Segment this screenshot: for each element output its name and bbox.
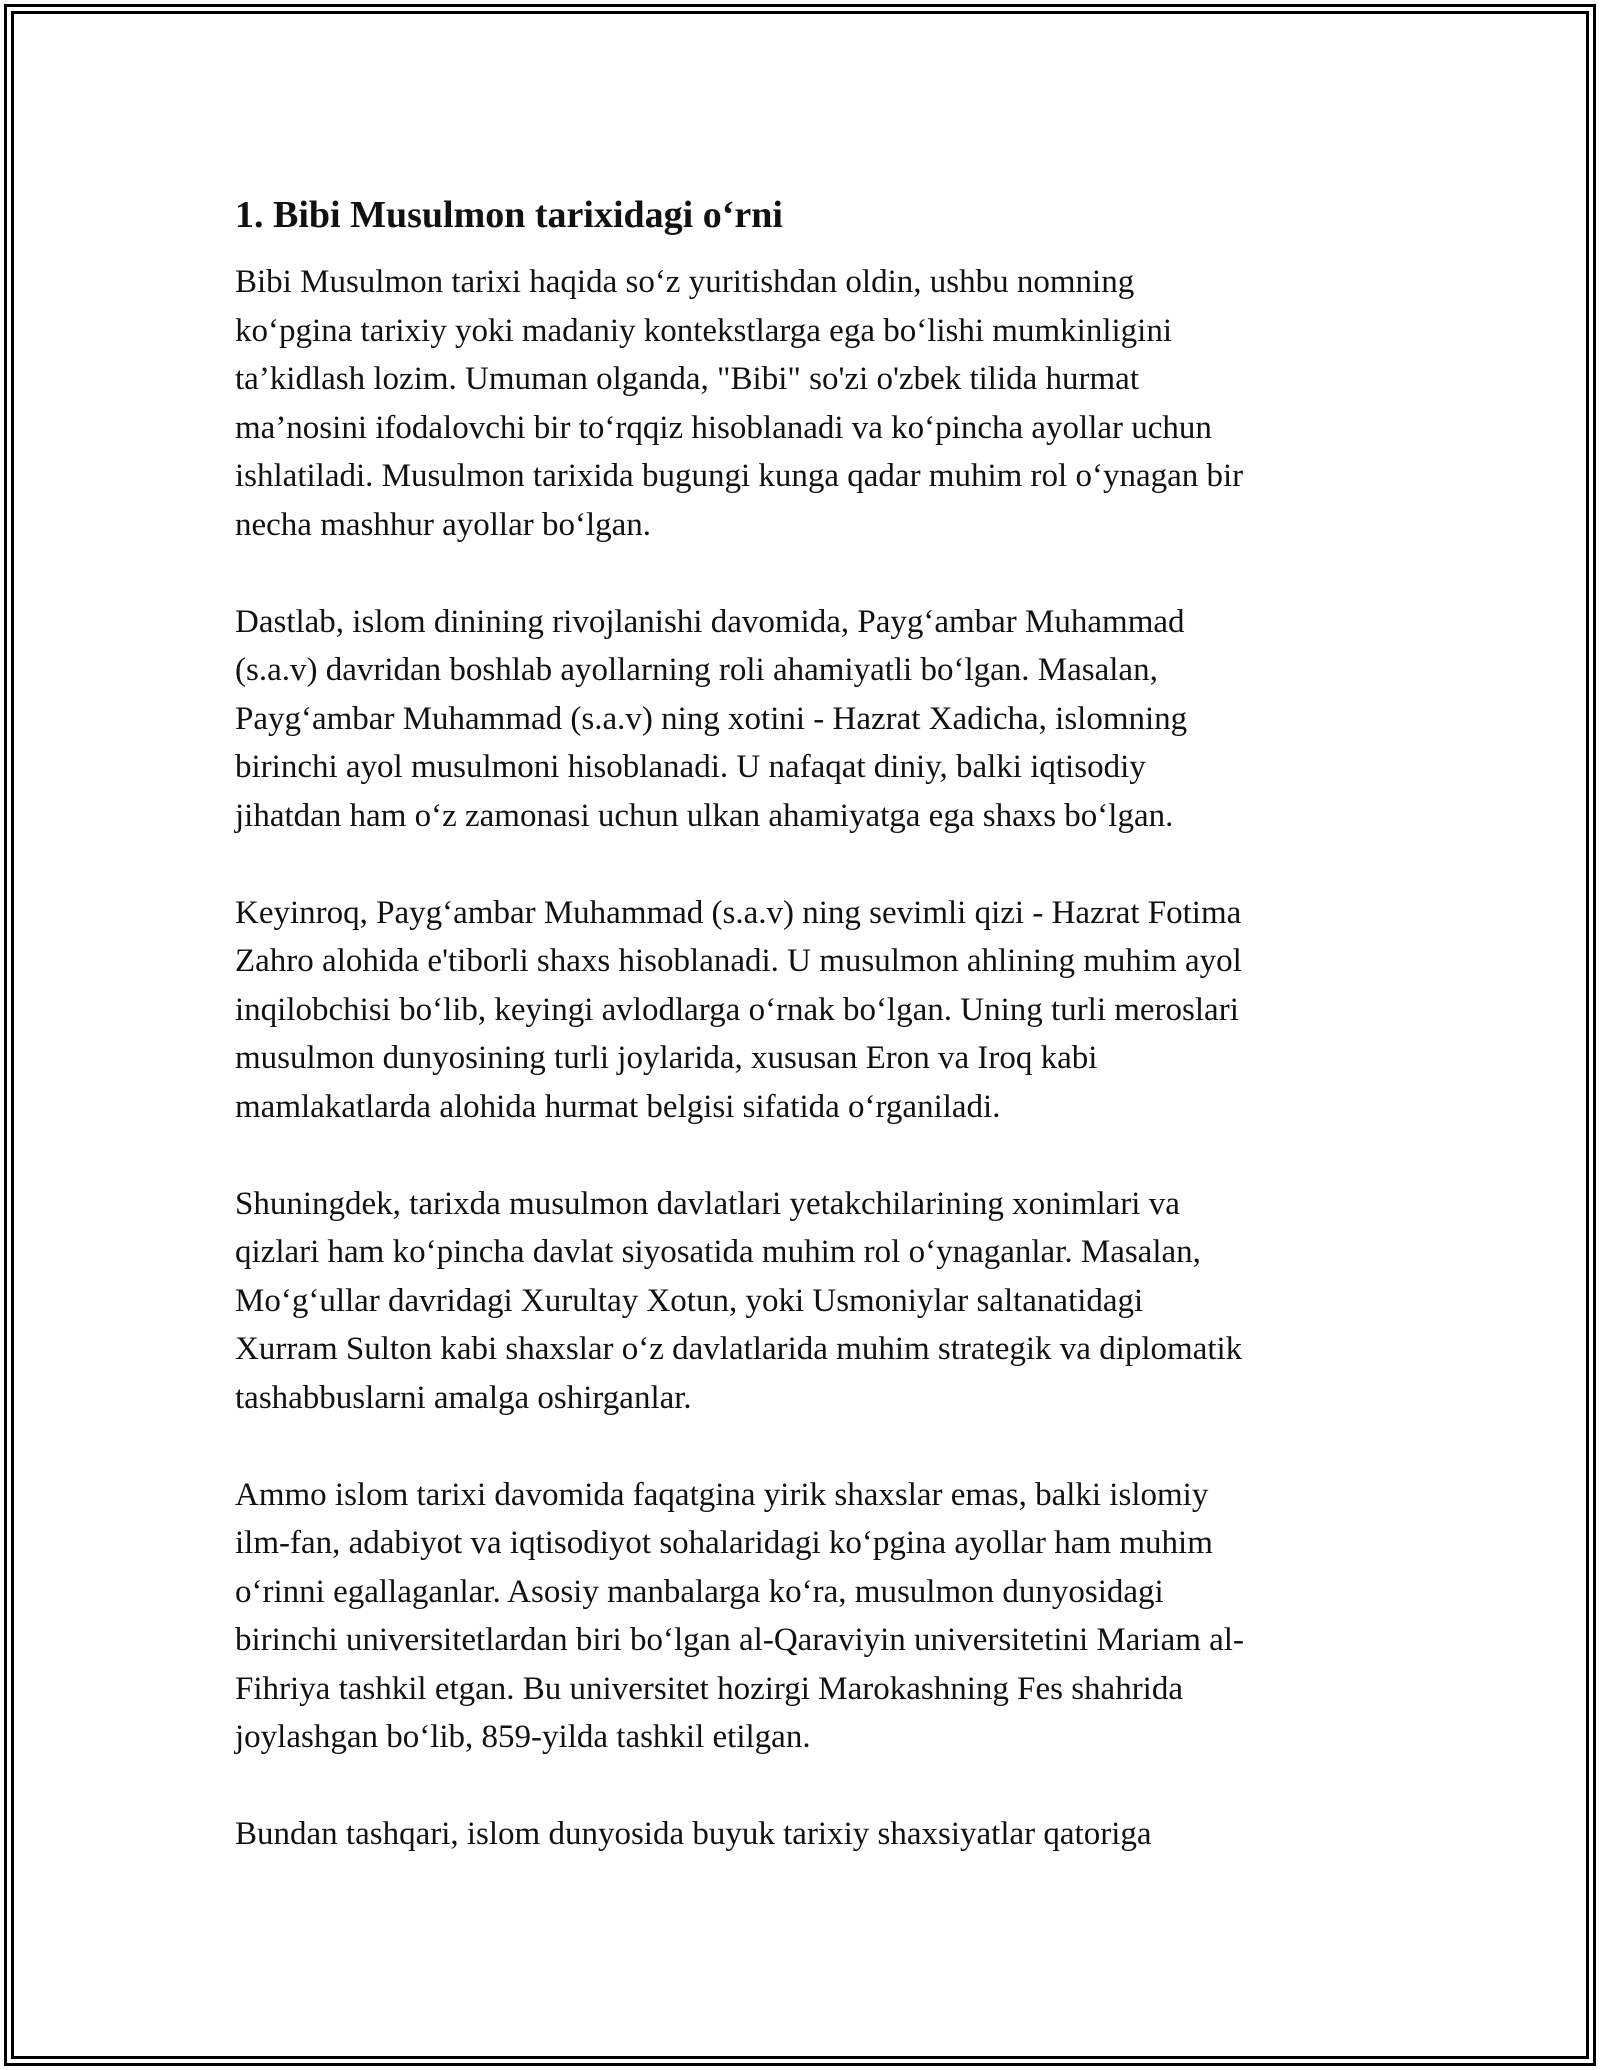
paragraph-5: [235, 1471, 1375, 1762]
paragraph-line: ko‘pgina tarixiy yoki madaniy kontekstlarga ega bo‘lishi mumkinligini: [235, 312, 1172, 349]
paragraph-line: musulmon dunyosining turli joylarida, xususan Eron va Iroq kabi: [235, 1040, 1098, 1076]
paragraph-line: joylashgan bo‘lib, 859-yilda tashkil etilgan.: [235, 1719, 811, 1755]
paragraph-3: [235, 889, 1375, 1132]
document-body: [235, 180, 1375, 1907]
paragraph-line: birinchi ayol musulmoni hisoblanadi. U nafaqat diniy, balki iqtisodiy: [235, 749, 1146, 785]
paragraph-line: Dastlab, islom dinining rivojlanishi davomida, Payg‘ambar Muhammad: [235, 603, 1185, 640]
paragraph-line: ishlatiladi. Musulmon tarixida bugungi kunga qadar muhim rol o‘ynagan bir: [235, 458, 1244, 494]
paragraph-line: ma’nosini ifodalovchi bir to‘rqqiz hisoblanadi va ko‘pincha ayollar uchun: [235, 409, 1212, 446]
paragraph-line: ta’kidlash lozim. Umuman olganda, "Bibi" so'zi o'zbek tilida hurmat: [235, 361, 1139, 397]
paragraph-line: Keyinroq, Payg‘ambar Muhammad (s.a.v) ning sevimli qizi - Hazrat Fotima: [235, 894, 1242, 931]
paragraph-1: [235, 258, 1375, 549]
paragraph-line: Ammo islom tarixi davomida faqatgina yirik shaxslar emas, balki islomiy: [235, 1476, 1209, 1513]
paragraph-4: [235, 1180, 1375, 1423]
paragraph-line: qizlari ham ko‘pincha davlat siyosatida muhim rol o‘ynaganlar. Masalan,: [235, 1234, 1201, 1270]
paragraph-line: Xurram Sulton kabi shaxslar o‘z davlatlarida muhim strategik va diplomatik: [235, 1331, 1243, 1367]
paragraph-line: Bundan tashqari, islom dunyosida buyuk tarixiy shaxsiyatlar qatoriga: [235, 1816, 1152, 1852]
paragraph-line: jihatdan ham o‘z zamonasi uchun ulkan ahamiyatga ega shaxs bo‘lgan.: [235, 797, 1174, 834]
paragraph-line: birinchi universitetlardan biri bo‘lgan al-Qaraviyin universitetini Mariam al-: [235, 1622, 1244, 1658]
paragraph-line: Shuningdek, tarixda musulmon davlatlari yetakchilarining xonimlari va: [235, 1185, 1180, 1222]
paragraph-6: [235, 1810, 1375, 1859]
paragraph-line: (s.a.v) davridan boshlab ayollarning roli ahamiyatli bo‘lgan. Masalan,: [235, 652, 1158, 688]
paragraph-line: o‘rinni egallaganlar. Asosiy manbalarga ko‘ra, musulmon dunyosidagi: [235, 1573, 1164, 1610]
paragraph-line: ilm-fan, adabiyot va iqtisodiyot sohalaridagi ko‘pgina ayollar ham muhim: [235, 1525, 1213, 1561]
paragraph-line: Fihriya tashkil etgan. Bu universitet hozirgi Marokashning Fes shahrida: [235, 1670, 1183, 1707]
paragraph-line: Mo‘g‘ullar davridagi Xurultay Xotun, yoki Usmoniylar saltanatidagi: [235, 1282, 1144, 1319]
paragraph-line: Bibi Musulmon tarixi haqida so‘z yuritishdan oldin, ushbu nomning: [235, 264, 1135, 300]
section-heading: 1. Bibi Musulmon tarixidagi o‘rni: [235, 194, 783, 236]
paragraph-2: [235, 598, 1375, 841]
paragraph-line: necha mashhur ayollar bo‘lgan.: [235, 506, 652, 543]
paragraph-line: Zahro alohida e'tiborli shaxs hisoblanadi. U musulmon ahlining muhim ayol: [235, 943, 1242, 979]
paragraph-line: tashabbuslarni amalga oshirganlar.: [235, 1379, 692, 1416]
paragraph-line: Payg‘ambar Muhammad (s.a.v) ning xotini - Hazrat Xadicha, islomning: [235, 700, 1188, 737]
paragraph-line: inqilobchisi bo‘lib, keyingi avlodlarga o‘rnak bo‘lgan. Uning turli meroslari: [235, 991, 1239, 1028]
paragraph-line: mamlakatlarda alohida hurmat belgisi sifatida o‘rganiladi.: [235, 1088, 1001, 1125]
